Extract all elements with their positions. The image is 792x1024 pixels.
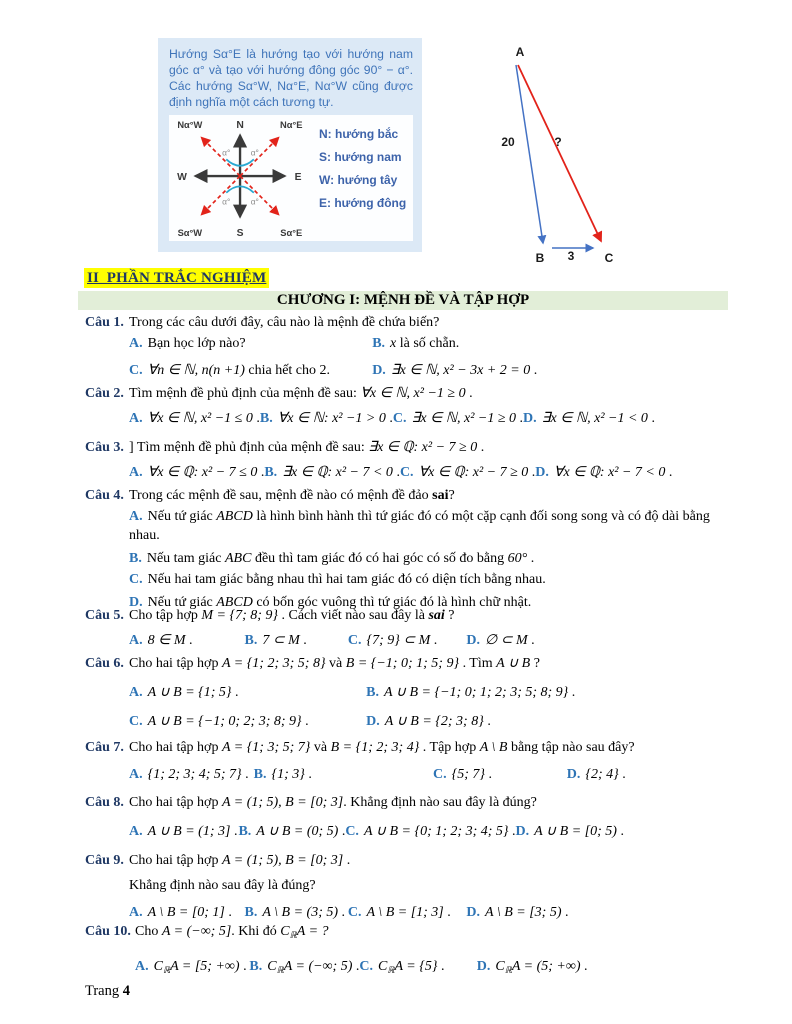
option-c	[359, 957, 476, 980]
option-letter: B.	[244, 905, 258, 920]
option-b	[245, 631, 348, 650]
alpha-label: α°	[222, 147, 231, 158]
option-c	[348, 631, 467, 650]
option-letter: D.	[535, 465, 549, 480]
option-letter: B.	[129, 551, 142, 566]
question-text: Cho hai tập hợp A = {1; 2; 3; 5; 8} và B = {−1; 0; 1; 5; 9} . Tìm A ∪ B ?	[129, 656, 540, 671]
question-1	[85, 313, 737, 380]
option-letter: C.	[129, 363, 143, 378]
option-b	[254, 765, 433, 784]
option-d	[372, 361, 737, 380]
question-7	[85, 738, 737, 784]
option-d	[466, 631, 737, 650]
option-text: {2; 4} .	[585, 767, 626, 782]
option-letter: B.	[264, 465, 278, 480]
option-d	[567, 765, 737, 784]
option-text: $C_ℝA = (5$; +∞) .	[495, 959, 588, 975]
option-letter: D.	[476, 959, 491, 974]
question-number: Câu 4.	[85, 488, 124, 503]
triangle-diagram	[492, 40, 627, 268]
question-6	[85, 654, 737, 731]
option-text: A ∪ B = (0; 5) .	[256, 824, 346, 839]
question-number: Câu 10.	[85, 924, 131, 939]
sae-label: Sα°E	[280, 228, 303, 239]
option-text: ∀x ∈ ℕ: x² −1 > 0 .	[277, 411, 393, 426]
option-text: {5; 7} .	[451, 767, 492, 782]
option-letter: D.	[566, 767, 581, 782]
side-ac	[518, 65, 601, 241]
option-letter: D.	[466, 905, 481, 920]
option-c	[345, 822, 515, 841]
side-bc-length: 3	[567, 249, 575, 263]
question-text: Trong các câu dưới đây, câu nào là mệnh đề chứa biến?	[129, 315, 440, 330]
option-text: A ∪ B = (1; 3] .	[147, 824, 238, 839]
option-letter: A.	[129, 905, 143, 920]
option-text: Nếu tam giác ABC đều thì tam giác đó có hai góc có số đo bằng 60° .	[146, 551, 535, 566]
question-10	[85, 922, 737, 980]
option-a	[129, 631, 245, 650]
question-number: Câu 2.	[85, 386, 124, 401]
question-3	[85, 438, 737, 482]
side-ab	[516, 65, 543, 243]
legend-west: W: hướng tây	[319, 173, 398, 187]
question-number: Câu 8.	[85, 795, 124, 810]
option-d	[366, 712, 737, 731]
option-c	[129, 570, 737, 589]
option-letter: D.	[129, 595, 143, 610]
option-text: {1; 2; 3; 4; 5; 7} .	[147, 767, 249, 782]
question-number: Câu 9.	[85, 853, 124, 868]
side-ac-length: ?	[554, 135, 562, 149]
vertex-a-label: A	[515, 45, 525, 59]
question-4	[85, 486, 737, 612]
option-text: A \ B = [3; 5) .	[485, 905, 569, 920]
option-text: {1; 3} .	[271, 767, 312, 782]
option-a	[129, 683, 366, 702]
option-text: A ∪ B = {1; 5} .	[147, 685, 239, 700]
option-text: A \ B = [1; 3] .	[366, 905, 451, 920]
question-text-line2: Khẳng định nào sau đây là đúng?	[129, 878, 316, 893]
option-text: 7 ⊂ M .	[262, 633, 307, 648]
option-letter: C.	[347, 633, 362, 648]
legend-south: S: hướng nam	[319, 150, 402, 164]
naw-label: Nα°W	[177, 119, 203, 130]
option-letter: B.	[244, 633, 258, 648]
option-text: A ∪ B = {−1; 0; 1; 2; 3; 5; 8; 9} .	[383, 685, 576, 700]
question-text: Tìm mệnh đề phủ định của mệnh đề sau: ∀x ∈ ℕ, x² −1 ≥ 0 .	[129, 386, 473, 401]
option-b	[245, 903, 348, 922]
option-letter: C.	[129, 714, 143, 729]
option-text: x là số chẵn.	[390, 336, 460, 351]
option-b	[238, 822, 345, 841]
option-c	[348, 903, 467, 922]
option-d	[523, 409, 737, 428]
option-text: Nếu tứ giác ABCD là hình bình hành thì tứ giác đó có một cặp cạnh đối song song và có độ dài bằng nhau.	[129, 509, 710, 543]
question-2	[85, 384, 737, 428]
alpha-label: α°	[250, 196, 259, 207]
question-number: Câu 3.	[85, 440, 124, 455]
option-text: ∀x ∈ ℕ, x² −1 ≤ 0 .	[147, 411, 260, 426]
option-text: ∃x ∈ ℕ, x² −1 < 0 .	[541, 411, 655, 426]
compass-info-box	[158, 38, 422, 252]
compass-definition-text: Hướng Sα°E là hướng tạo với hướng nam góc α° và tạo với hướng đông góc 90° − α°. Các hướng Sα°W, Nα°E, Nα°W cũng được định nghĩa một cách tương tự.	[169, 47, 413, 109]
option-letter: A.	[129, 465, 143, 480]
option-a	[135, 957, 249, 980]
option-letter: C.	[129, 572, 143, 587]
option-letter: D.	[366, 714, 380, 729]
option-a	[129, 507, 737, 545]
option-a	[129, 822, 238, 841]
option-b	[260, 409, 393, 428]
option-b	[249, 957, 359, 980]
option-text: ∅ ⊂ M .	[485, 633, 535, 648]
option-c	[433, 765, 567, 784]
option-text: ∀x ∈ ℚ: x² − 7 ≤ 0 .	[147, 465, 265, 480]
triangle-figure	[492, 40, 627, 273]
compass-diagram	[169, 115, 317, 241]
option-text: Nếu tứ giác ABCD có bốn góc vuông thì tứ giác đó là hình chữ nhật.	[147, 595, 532, 610]
option-letter: B.	[372, 336, 386, 351]
option-letter: D.	[466, 633, 481, 648]
option-letter: A.	[129, 509, 143, 524]
option-letter: A.	[129, 633, 143, 648]
option-letter: B.	[253, 767, 267, 782]
option-text: ∀x ∈ ℚ: x² − 7 ≥ 0 .	[418, 465, 536, 480]
question-text: Trong các mệnh đề sau, mệnh đề nào có mệnh đề đảo sai?	[129, 488, 455, 503]
question-number: Câu 1.	[85, 315, 124, 330]
option-letter: C.	[392, 411, 407, 426]
vertex-c-label: C	[604, 251, 614, 265]
option-letter: A.	[129, 767, 143, 782]
option-text: A ∪ B = {−1; 0; 2; 3; 8; 9} .	[147, 714, 309, 729]
option-a	[129, 409, 260, 428]
option-letter: C.	[399, 465, 414, 480]
option-letter: B.	[238, 824, 252, 839]
option-text: A ∪ B = {2; 3; 8} .	[384, 714, 491, 729]
option-letter: C.	[345, 824, 359, 839]
option-letter: D.	[523, 411, 537, 426]
option-text: {7; 9} ⊂ M .	[366, 633, 438, 648]
option-text: ∃x ∈ ℕ, x² − 3x + 2 = 0 .	[390, 363, 538, 378]
option-letter: A.	[129, 336, 143, 351]
option-c	[400, 463, 535, 482]
option-text: A ∪ B = [0; 5) .	[534, 824, 624, 839]
se-direction-line	[240, 176, 278, 214]
option-c	[393, 409, 523, 428]
question-text: Cho A = (−∞; 5]. Khi đó $C_ℝA$ = ?	[135, 924, 329, 940]
compass-figure-panel	[169, 115, 413, 241]
option-text: Nếu hai tam giác bằng nhau thì hai tam giác đó có diện tích bằng nhau.	[147, 572, 546, 587]
option-d	[466, 903, 737, 922]
east-label: E	[294, 171, 302, 183]
nae-label: Nα°E	[280, 119, 303, 130]
option-letter: D.	[515, 824, 530, 839]
option-c	[129, 712, 366, 731]
option-letter: C.	[432, 767, 447, 782]
question-text: Cho hai tập hợp A = (1; 5), B = [0; 3] .	[129, 853, 351, 868]
option-b	[264, 463, 400, 482]
option-letter: B.	[366, 685, 379, 700]
option-letter: B.	[249, 959, 263, 974]
option-d	[477, 957, 737, 980]
west-label: W	[177, 171, 187, 183]
option-letter: A.	[135, 959, 149, 974]
south-label: S	[236, 228, 244, 240]
option-text: ∃x ∈ ℚ: x² − 7 < 0 .	[282, 465, 400, 480]
vertex-b-label: B	[535, 251, 545, 265]
alpha-label: α°	[250, 147, 259, 158]
option-letter: C.	[359, 959, 373, 974]
question-9	[85, 851, 737, 922]
part-title: II_PHẦN TRẮC NGHIỆM	[84, 268, 269, 288]
option-letter: A.	[129, 824, 143, 839]
option-b	[366, 683, 737, 702]
side-ab-length: 20	[501, 135, 515, 149]
question-text: Cho tập hợp M = {7; 8; 9} . Cách viết nào sau đây là sai ?	[129, 608, 455, 623]
option-d	[516, 822, 738, 841]
option-text: ∃x ∈ ℕ, x² −1 ≥ 0 .	[411, 411, 524, 426]
option-text: 8 ∈ M .	[147, 633, 193, 648]
nw-direction-line	[202, 138, 240, 176]
question-text: ] Tìm mệnh đề phủ định của mệnh đề sau: ∃x ∈ ℚ: x² − 7 ≥ 0 .	[129, 440, 485, 455]
option-letter: C.	[347, 905, 362, 920]
option-a	[129, 334, 372, 353]
question-5	[85, 606, 737, 650]
option-text: A \ B = (3; 5) .	[262, 905, 346, 920]
option-letter: B.	[259, 411, 273, 426]
legend-east: E: hướng đông	[319, 196, 407, 210]
chapter-title: CHƯƠNG I: MỆNH ĐỀ VÀ TẬP HỢP	[78, 291, 728, 310]
option-b	[129, 549, 737, 568]
compass-legend	[319, 115, 406, 241]
option-text: A ∪ B = {0; 1; 2; 3; 4; 5} .	[363, 824, 516, 839]
option-a	[129, 903, 245, 922]
option-text: $C_ℝA = \{5\}$ .	[378, 959, 445, 975]
question-8	[85, 793, 737, 841]
ne-direction-line	[240, 138, 278, 176]
option-text: $C_ℝA$ = (−∞; 5) .	[267, 959, 360, 975]
option-d	[535, 463, 737, 482]
option-a	[129, 463, 264, 482]
option-text: $C_ℝA = [5$; +∞) .	[153, 959, 247, 975]
option-b	[372, 334, 737, 353]
question-text: Cho hai tập hợp A = (1; 5), B = [0; 3]. Khẳng định nào sau đây là đúng?	[129, 795, 537, 810]
question-text: Cho hai tập hợp A = {1; 3; 5; 7} và B = {1; 2; 3; 4} . Tập hợp A \ B bằng tập nào sau đây?	[129, 740, 635, 755]
question-number: Câu 7.	[85, 740, 124, 755]
option-text: ∀x ∈ ℚ: x² − 7 < 0 .	[553, 465, 673, 480]
saw-label: Sα°W	[177, 228, 203, 239]
question-number: Câu 6.	[85, 656, 124, 671]
alpha-label: α°	[222, 196, 231, 207]
question-number: Câu 5.	[85, 608, 124, 623]
north-label: N	[236, 119, 244, 131]
option-letter: A.	[129, 685, 143, 700]
legend-north: N: hướng bắc	[319, 127, 399, 141]
option-letter: D.	[372, 363, 386, 378]
option-a	[129, 765, 254, 784]
option-c	[129, 361, 372, 380]
option-text: ∀n ∈ ℕ, n(n +1) chia hết cho 2.	[147, 363, 331, 378]
option-letter: A.	[129, 411, 143, 426]
option-text: A \ B = [0; 1] .	[147, 905, 232, 920]
page-number: Trang 4	[85, 983, 130, 999]
option-text: Bạn học lớp nào?	[147, 336, 246, 351]
sw-direction-line	[202, 176, 240, 214]
